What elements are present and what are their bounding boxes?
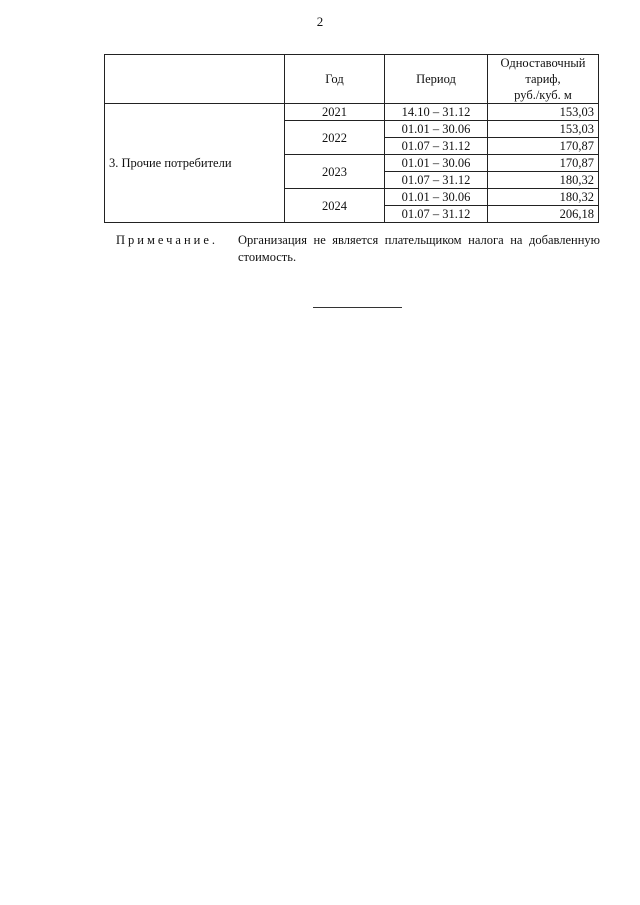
- tariff-cell: 206,18: [488, 206, 599, 223]
- tariff-cell: 170,87: [488, 138, 599, 155]
- period-cell: 01.01 – 30.06: [385, 155, 488, 172]
- category-cell: 3. Прочие потребители: [105, 104, 285, 223]
- year-cell: 2021: [285, 104, 385, 121]
- note-text: Организация не является плательщиком налога на добавленную стоимость.: [238, 233, 600, 264]
- table-row: [105, 104, 599, 121]
- period-cell: 01.01 – 30.06: [385, 189, 488, 206]
- header-tariff-line: тариф,: [525, 72, 561, 86]
- header-category: [105, 55, 285, 104]
- period-cell: 01.07 – 31.12: [385, 138, 488, 155]
- header-tariff-line: Одноставочный: [500, 56, 586, 70]
- tariff-cell: 153,03: [488, 104, 599, 121]
- tariff-cell: 180,32: [488, 172, 599, 189]
- page-number: 2: [316, 14, 324, 29]
- header-tariff-line: руб./куб. м: [514, 88, 572, 102]
- year-cell: 2024: [285, 189, 385, 223]
- tariff-cell: 153,03: [488, 121, 599, 138]
- tariff-table: [104, 54, 599, 223]
- year-cell: 2023: [285, 155, 385, 189]
- table-header-row: [105, 55, 599, 104]
- year-cell: 2022: [285, 121, 385, 155]
- header-year: Год: [285, 55, 385, 104]
- period-cell: 01.07 – 31.12: [385, 206, 488, 223]
- period-cell: 01.01 – 30.06: [385, 121, 488, 138]
- tariff-cell: 180,32: [488, 189, 599, 206]
- tariff-cell: 170,87: [488, 155, 599, 172]
- header-period: Период: [385, 55, 488, 104]
- end-divider: [313, 307, 402, 308]
- header-tariff: [488, 55, 599, 104]
- period-cell: 14.10 – 31.12: [385, 104, 488, 121]
- note-label: Примечание.: [116, 233, 219, 247]
- period-cell: 01.07 – 31.12: [385, 172, 488, 189]
